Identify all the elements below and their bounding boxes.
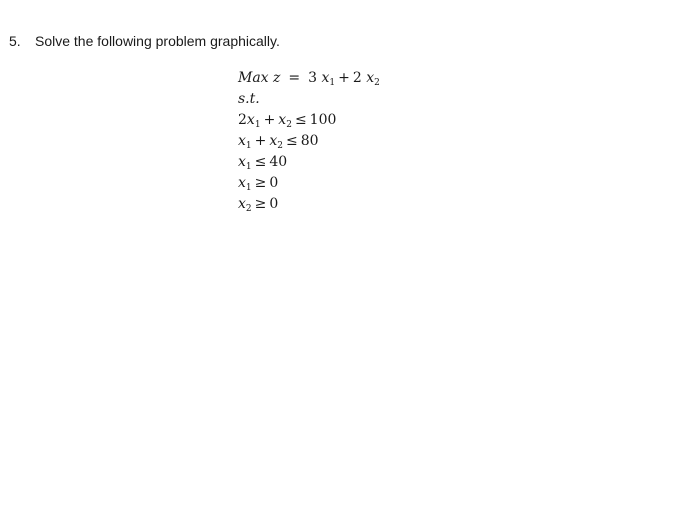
problem-heading: [9, 33, 280, 49]
constraint-5-rhs: 0: [269, 196, 279, 212]
constraint-4-sub: 1: [245, 183, 252, 193]
constraint-2: [238, 131, 380, 152]
constraint-1-coef: 2: [238, 112, 247, 128]
constraint-2-sub-1: 1: [245, 141, 252, 151]
problem-number: 5.: [9, 33, 21, 49]
constraint-5-var: x: [238, 196, 246, 212]
constraint-1-rhs: 100: [309, 112, 337, 128]
constraint-2-var-2: x: [269, 133, 278, 149]
constraint-3-sub: 1: [245, 162, 252, 172]
constraint-2-rel: ≤: [286, 133, 298, 149]
constraint-2-var-1: x: [238, 133, 246, 149]
constraint-4: [238, 173, 380, 194]
objective-coef-2: 2: [352, 70, 362, 86]
constraint-5-sub: 2: [245, 204, 252, 214]
objective-prefix: Max z: [238, 70, 281, 86]
constraint-1-sub-1: 1: [254, 120, 261, 130]
constraint-3: [238, 152, 380, 173]
objective-coef-1: 3: [308, 70, 318, 86]
constraint-4-var: x: [238, 175, 246, 191]
constraint-2-rhs: 80: [300, 133, 319, 149]
constraint-3-var: x: [238, 154, 246, 170]
problem-instruction: Solve the following problem graphically.: [35, 33, 280, 49]
constraint-1: [238, 110, 380, 131]
constraint-5: [238, 194, 380, 215]
objective-function: [238, 68, 380, 89]
constraint-2-sub-2: 2: [277, 141, 284, 151]
objective-var-2: x: [366, 70, 375, 86]
constraint-3-rel: ≤: [254, 154, 267, 170]
objective-var-1-sub: 1: [329, 78, 336, 88]
constraint-3-rhs: 40: [269, 154, 288, 170]
subject-to-text: s.t.: [238, 91, 260, 107]
constraint-1-var-2: x: [278, 112, 287, 128]
constraint-1-sub-2: 2: [286, 120, 292, 130]
lp-formulation: [238, 68, 380, 215]
objective-var-2-sub: 2: [374, 78, 380, 88]
objective-equals: =: [288, 70, 301, 86]
constraint-1-var-1: x: [246, 112, 255, 128]
constraint-1-rel: ≤: [294, 112, 307, 128]
objective-var-1: x: [321, 70, 330, 86]
constraint-5-rel: ≥: [254, 196, 267, 212]
objective-plus: +: [338, 70, 350, 86]
subject-to-label: [238, 89, 380, 110]
constraint-4-rhs: 0: [269, 175, 279, 191]
constraint-1-op: +: [263, 112, 276, 128]
constraint-2-op: +: [254, 133, 267, 149]
constraint-4-rel: ≥: [254, 175, 267, 191]
